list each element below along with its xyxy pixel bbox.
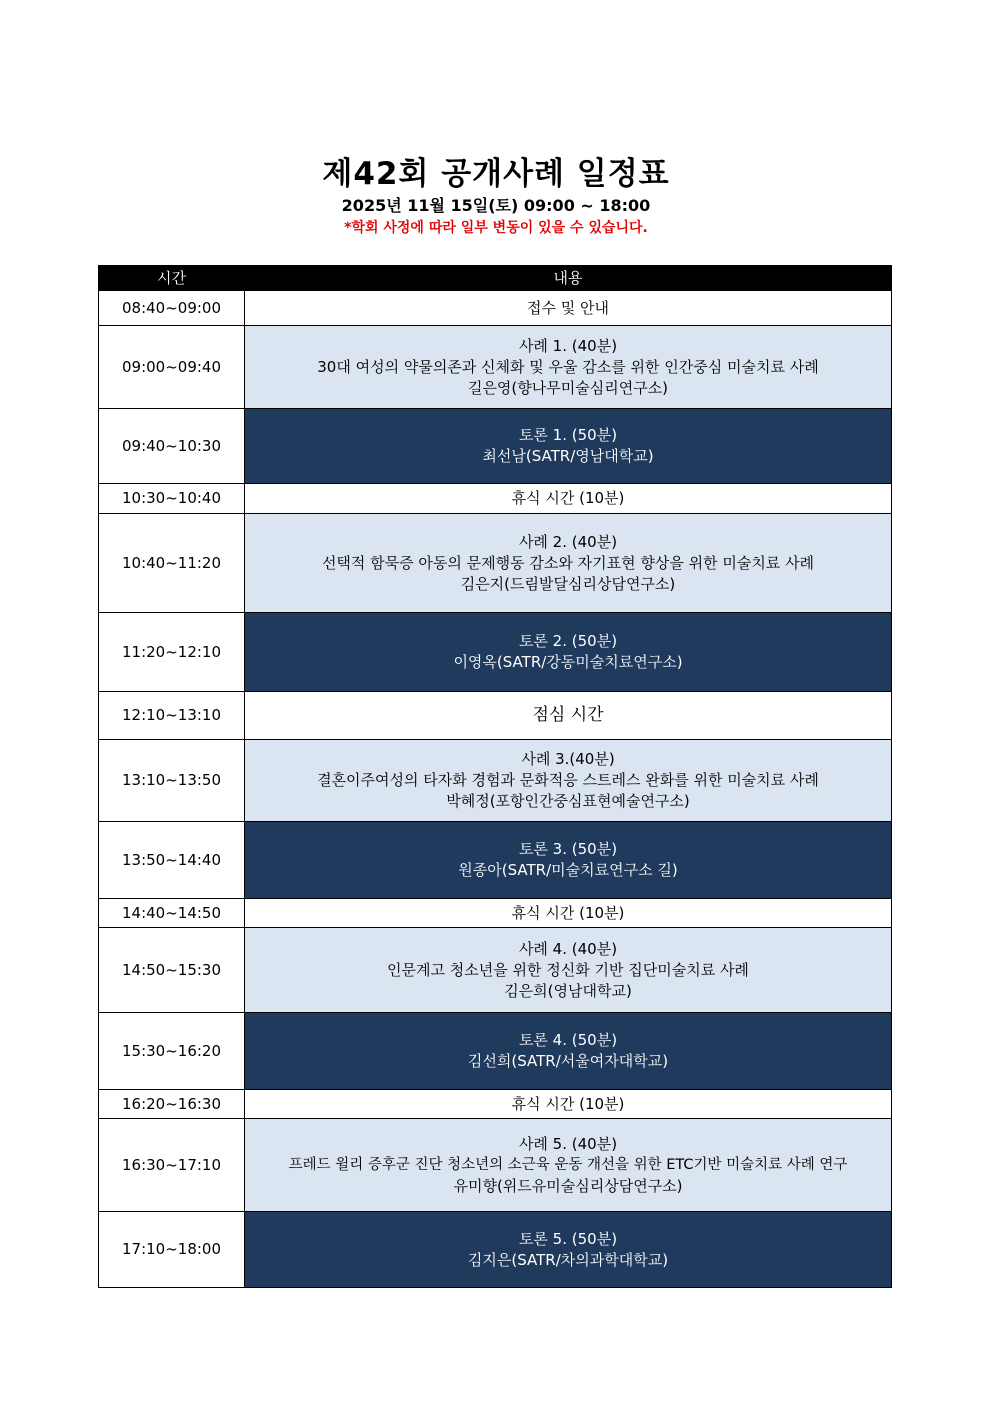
header-content: 내용 [245, 266, 892, 291]
content-line: 결혼이주여성의 타자화 경험과 문화적응 스트레스 완화를 위한 미술치료 사례 [317, 771, 819, 789]
content-cell [245, 326, 892, 409]
content-cell [245, 692, 892, 740]
content-line: 휴식 시간 (10분) [511, 489, 625, 507]
time-cell: 08:40~09:00 [99, 291, 245, 326]
content-line: 사례 4. (40분) [518, 939, 618, 958]
time-cell: 12:10~13:10 [99, 692, 245, 740]
content-cell [245, 514, 892, 613]
table-row [99, 326, 892, 409]
content-line: 휴식 시간 (10분) [511, 903, 625, 922]
time-cell: 16:30~17:10 [99, 1119, 245, 1212]
content-line: 김은지(드림발달심리상담연구소) [460, 574, 676, 593]
content-line: 프레드 윌리 증후군 진단 청소년의 소근육 운동 개선을 위한 ETC기반 미술치료 사례 연구 [288, 1156, 848, 1173]
content-cell [245, 740, 892, 822]
content-cell [245, 1119, 892, 1212]
table-row [99, 484, 892, 514]
content-line: 이영옥(SATR/강동미술치료연구소) [453, 653, 683, 671]
time-cell: 14:40~14:50 [99, 899, 245, 928]
header-time: 시간 [99, 266, 245, 291]
content-line: 선택적 함묵증 아동의 문제행동 감소와 자기표현 향상을 위한 미술치료 사례 [321, 553, 815, 572]
table-row [99, 928, 892, 1013]
table-row [99, 692, 892, 740]
table-row [99, 822, 892, 899]
content-cell [245, 484, 892, 514]
content-line: 사례 1. (40분) [518, 336, 618, 355]
content-line: 최선남(SATR/영남대학교) [482, 447, 654, 465]
content-line: 휴식 시간 (10분) [511, 1094, 625, 1113]
content-cell [245, 291, 892, 326]
table-row [99, 1013, 892, 1090]
table-row [99, 740, 892, 822]
table-row [99, 409, 892, 484]
content-line: 김지은(SATR/차의과학대학교) [467, 1250, 669, 1269]
content-line: 사례 5. (40분) [518, 1134, 618, 1153]
time-cell: 09:40~10:30 [99, 409, 245, 484]
table-row [99, 291, 892, 326]
content-line: 토론 4. (50분) [518, 1031, 618, 1049]
content-line: 김선희(SATR/서울여자대학교) [467, 1052, 669, 1070]
time-cell: 14:50~15:30 [99, 928, 245, 1013]
content-line: 접수 및 안내 [527, 298, 609, 317]
content-line: 유미향(위드유미술심리상담연구소) [453, 1176, 683, 1195]
content-line: 토론 3. (50분) [518, 840, 618, 858]
time-cell: 13:10~13:50 [99, 740, 245, 822]
notice-text: *학회 사정에 따라 일부 변동이 있을 수 있습니다. [344, 220, 648, 236]
schedule-table [98, 265, 892, 1288]
content-cell [245, 409, 892, 484]
time-cell: 10:30~10:40 [99, 484, 245, 514]
date-line: 2025년 11월 15일(토) 09:00 ~ 18:00 [341, 196, 651, 215]
content-cell [245, 613, 892, 692]
table-header-row [99, 266, 892, 291]
content-line: 점심 시간 [532, 705, 604, 725]
content-line: 인문계고 청소년을 위한 정신화 기반 집단미술치료 사례 [387, 960, 749, 979]
time-cell: 10:40~11:20 [99, 514, 245, 613]
time-cell: 16:20~16:30 [99, 1090, 245, 1119]
time-cell: 15:30~16:20 [99, 1013, 245, 1090]
content-line: 원종아(SATR/미술치료연구소 길) [458, 861, 678, 879]
time-cell: 11:20~12:10 [99, 613, 245, 692]
content-line: 사례 3.(40분) [521, 750, 615, 768]
table-row [99, 1090, 892, 1119]
content-line: 토론 5. (50분) [518, 1229, 618, 1248]
table-row [99, 514, 892, 613]
content-cell [245, 928, 892, 1013]
content-cell [245, 1212, 892, 1288]
content-line: 토론 1. (50분) [518, 426, 618, 444]
content-cell [245, 899, 892, 928]
content-line: 30대 여성의 약물의존과 신체화 및 우울 감소를 위한 인간중심 미술치료 사례 [317, 357, 819, 376]
time-cell: 13:50~14:40 [99, 822, 245, 899]
content-cell [245, 1013, 892, 1090]
content-line: 사례 2. (40분) [518, 532, 618, 551]
content-line: 김은희(영남대학교) [504, 981, 632, 1000]
content-cell [245, 822, 892, 899]
table-row [99, 899, 892, 928]
content-cell [245, 1090, 892, 1119]
table-row [99, 1212, 892, 1288]
content-line: 박혜정(포항인간중심표현예술연구소) [446, 792, 690, 810]
page-title: 제42회 공개사례 일정표 [322, 156, 670, 192]
time-cell: 09:00~09:40 [99, 326, 245, 409]
content-line: 길은영(향나무미술심리연구소) [467, 378, 669, 397]
time-cell: 17:10~18:00 [99, 1212, 245, 1288]
table-row [99, 1119, 892, 1212]
table-row [99, 613, 892, 692]
content-line: 토론 2. (50분) [518, 632, 618, 650]
